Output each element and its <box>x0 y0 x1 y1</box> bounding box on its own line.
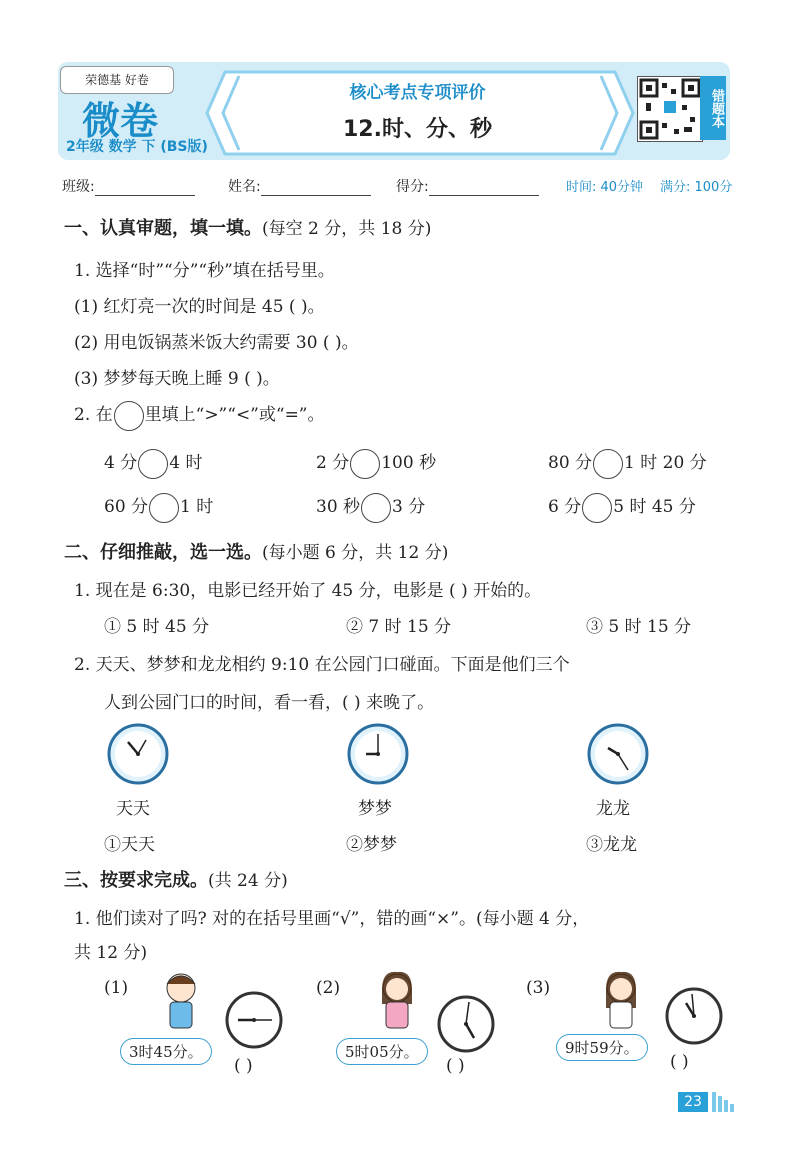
compare-circle-example <box>114 401 144 431</box>
s3-q1-text-2: 共 12 分) <box>74 943 148 963</box>
s2-q1-option-1[interactable]: ① 5 时 45 分 <box>104 617 210 637</box>
s2-q1-text: 1. 现在是 6:30，电影已经开始了 45 分，电影是 ( ) 开始的。 <box>74 581 542 601</box>
section-1-heading: 一、认真审题，填一填。(每空 2 分，共 18 分) <box>64 218 432 239</box>
answer-paren-2[interactable]: ( ) <box>446 1056 465 1076</box>
score-label: 得分: <box>396 179 429 195</box>
compare-circle[interactable] <box>361 493 391 523</box>
compare-item: 6 分 5 时 45 分 <box>548 492 696 523</box>
clock-part-1 <box>224 990 284 1050</box>
clock-part-2 <box>436 994 496 1054</box>
s3-q1-text-1: 1. 他们读对了吗? 对的在括号里画“√”，错的画“×”。(每小题 4 分， <box>74 909 590 929</box>
name-label: 姓名: <box>228 179 261 195</box>
s1-q1-item-1: (1) 红灯亮一次的时间是 45 ( )。 <box>74 297 325 317</box>
grade-label: 2年级 数学 下 (BS版) <box>66 139 208 155</box>
clock-longlong <box>586 722 650 786</box>
section-2-heading: 二、仔细推敲，选一选。(每小题 6 分，共 12 分) <box>64 542 449 563</box>
page-deco-bar <box>712 1092 716 1112</box>
clock-name: 天天 <box>116 799 150 819</box>
s2-q2-text-2: 人到公园门口的时间，看一看，( ) 来晚了。 <box>104 693 435 713</box>
s1-q1-text: 1. 选择“时”“分”“秒”填在括号里。 <box>74 261 335 281</box>
answer-paren-1[interactable]: ( ) <box>234 1056 253 1076</box>
name-field[interactable] <box>228 176 371 196</box>
speech-bubble: 5时05分。 <box>336 1038 428 1065</box>
speech-bubble: 3时45分。 <box>120 1038 212 1065</box>
clock-name: 龙龙 <box>596 799 630 819</box>
wrong-book-tag: 错题本 <box>700 76 726 140</box>
boy-avatar <box>156 968 206 1032</box>
clock-mengmeng <box>346 722 410 786</box>
s1-q2-text: 2. 在 里填上“>”“<”或“=”。 <box>74 400 325 431</box>
page-deco-bar <box>718 1096 722 1112</box>
series-title: 微卷 <box>81 99 158 143</box>
answer-paren-3[interactable]: ( ) <box>670 1052 689 1072</box>
compare-item: 80 分 1 时 20 分 <box>548 448 707 479</box>
clock-part-3 <box>664 986 724 1046</box>
compare-circle[interactable] <box>149 493 179 523</box>
compare-circle[interactable] <box>582 493 612 523</box>
score-field[interactable] <box>396 176 539 196</box>
s2-q2-option-3[interactable]: ③龙龙 <box>586 835 637 855</box>
s3-label-3: (3) <box>526 978 551 998</box>
clock-name: 梦梦 <box>358 799 392 819</box>
banner-title: 12.时、分、秒 <box>343 117 492 142</box>
s2-q2-option-1[interactable]: ①天天 <box>104 835 155 855</box>
section-3-heading: 三、按要求完成。(共 24 分) <box>64 870 288 891</box>
s1-q1-item-3: (3) 梦梦每天晚上睡 9 ( )。 <box>74 369 280 389</box>
full-score: 满分: 100分 <box>660 180 733 195</box>
page-deco-bar <box>730 1104 734 1112</box>
girl-avatar <box>372 968 422 1032</box>
s2-q2-option-2[interactable]: ②梦梦 <box>346 835 397 855</box>
s1-q1-item-2: (2) 用电饭锅蒸米饭大约需要 30 ( )。 <box>74 333 359 353</box>
clock-tiantian <box>106 722 170 786</box>
time-limit: 时间: 40分钟 <box>566 180 644 195</box>
compare-item: 30 秒 3 分 <box>316 492 425 523</box>
s3-label-1: (1) <box>104 978 129 998</box>
s2-q1-option-3[interactable]: ③ 5 时 15 分 <box>586 617 692 637</box>
speech-bubble: 9时59分。 <box>556 1034 648 1061</box>
qr-code-icon[interactable] <box>637 76 703 142</box>
s2-q2-text-1: 2. 天天、梦梦和龙龙相约 9:10 在公园门口碰面。下面是他们三个 <box>74 655 570 675</box>
class-label: 班级: <box>62 179 95 195</box>
compare-circle[interactable] <box>350 449 380 479</box>
page-number: 23 <box>678 1092 708 1112</box>
compare-circle[interactable] <box>138 449 168 479</box>
s2-q1-option-2[interactable]: ② 7 时 15 分 <box>346 617 452 637</box>
page-deco-bar <box>724 1100 728 1112</box>
compare-circle[interactable] <box>593 449 623 479</box>
brand-logo: 荣德基 好卷 <box>60 66 174 94</box>
s3-label-2: (2) <box>316 978 341 998</box>
compare-item: 4 分 4 时 <box>104 448 202 479</box>
class-field[interactable] <box>62 176 195 196</box>
compare-item: 60 分 1 时 <box>104 492 213 523</box>
compare-item: 2 分 100 秒 <box>316 448 436 479</box>
girl-avatar-2 <box>596 968 646 1032</box>
banner-subtitle: 核心考点专项评价 <box>349 83 486 103</box>
